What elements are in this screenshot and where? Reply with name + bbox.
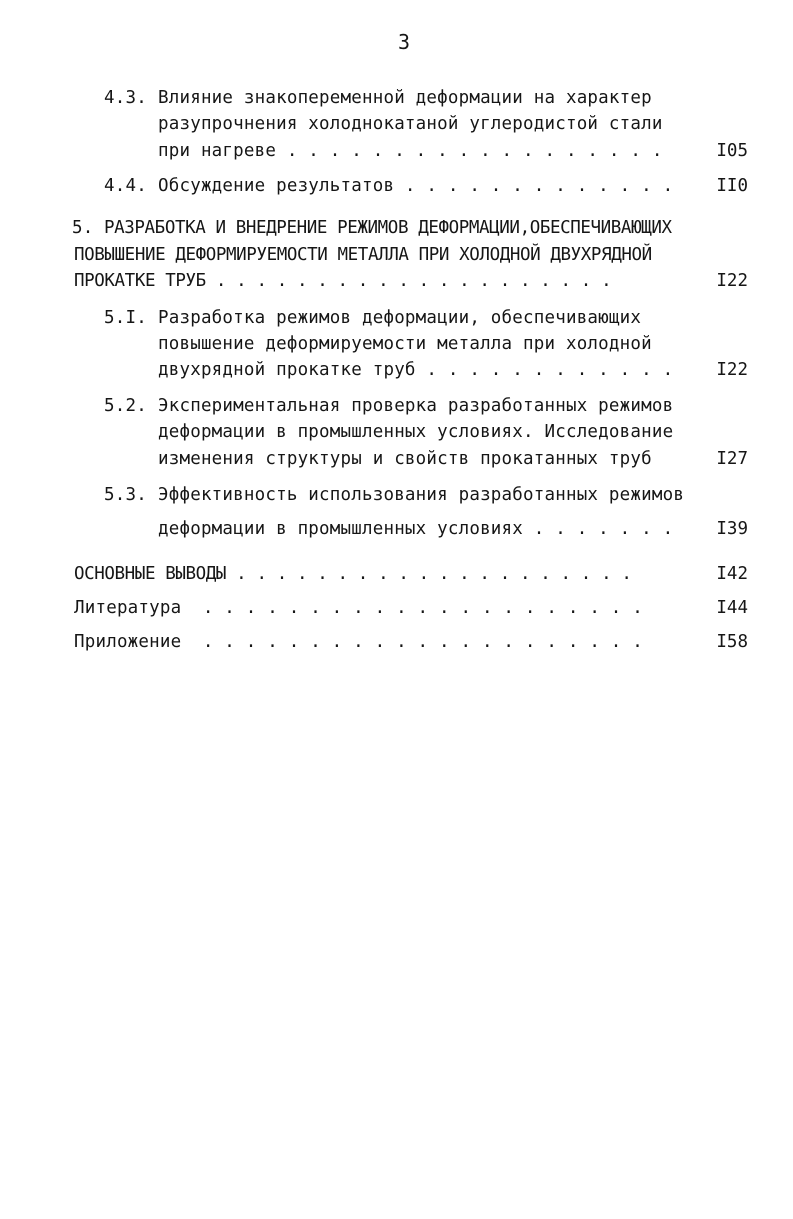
entry-title-line-2: повышение деформируемости металла при холодной bbox=[158, 334, 652, 354]
entry-title-line-3: изменения структуры и свойств прокатанных труб bbox=[158, 449, 652, 469]
entry-title-line-1: Эффективность использования разработанных режимов bbox=[158, 485, 685, 505]
entry-title: Приложение . . . . . . . . . . . . . . . . . . . . . bbox=[74, 632, 644, 652]
section-number: 5. bbox=[72, 218, 94, 238]
entry-title-line-3: при нагреве . . . . . . . . . . . . . . . . . . bbox=[158, 141, 663, 161]
section-number: 4.3. bbox=[104, 88, 147, 108]
entry-title-line-1: Обсуждение результатов . . . . . . . . . . . . . bbox=[158, 176, 674, 196]
page-ref: I39 bbox=[716, 519, 748, 539]
page-ref: I05 bbox=[716, 141, 748, 161]
entry-title-line-2: разупрочнения холоднокатаной углеродистой стали bbox=[158, 114, 663, 134]
page-ref: II0 bbox=[716, 176, 748, 196]
entry-title: ОСНОВНЫЕ ВЫВОДЫ . . . . . . . . . . . . . . . . . . . . bbox=[74, 564, 632, 584]
entry-title-line-3: двухрядной прокатке труб . . . . . . . . . . . . bbox=[158, 360, 674, 380]
page-ref: I27 bbox=[716, 449, 748, 469]
entry-title: Литература . . . . . . . . . . . . . . . . . . . . . bbox=[74, 598, 644, 618]
entry-title-line-1: Экспериментальная проверка разработанных режимов bbox=[158, 396, 674, 416]
entry-title-line-3: ПРОКАТКЕ ТРУБ . . . . . . . . . . . . . . . . . . . . bbox=[74, 271, 612, 291]
entry-title-line-1: Разработка режимов деформации, обеспечивающих bbox=[158, 308, 642, 328]
entry-title-line-2: деформации в промышленных условиях . . . . . . . bbox=[158, 519, 674, 539]
entry-title-line-2: деформации в промышленных условиях. Исследование bbox=[158, 422, 674, 442]
page-number: 3 bbox=[398, 30, 411, 54]
page-ref: I22 bbox=[716, 271, 748, 291]
page-ref: I44 bbox=[716, 598, 748, 618]
page-ref: I42 bbox=[716, 564, 748, 584]
page-ref: I58 bbox=[716, 632, 748, 652]
entry-title-line-1: Влияние знакопеременной деформации на характер bbox=[158, 88, 652, 108]
section-number: 5.2. bbox=[104, 396, 147, 416]
page-ref: I22 bbox=[716, 360, 748, 380]
section-number: 4.4. bbox=[104, 176, 147, 196]
section-number: 5.I. bbox=[104, 308, 147, 328]
entry-title-line-1: РАЗРАБОТКА И ВНЕДРЕНИЕ РЕЖИМОВ ДЕФОРМАЦИИ,ОБЕСПЕЧИВАЮЩИХ bbox=[104, 218, 672, 238]
section-number: 5.3. bbox=[104, 485, 147, 505]
entry-title-line-2: ПОВЫШЕНИЕ ДЕФОРМИРУЕМОСТИ МЕТАЛЛА ПРИ ХОЛОДНОЙ ДВУХРЯДНОЙ bbox=[74, 245, 652, 265]
